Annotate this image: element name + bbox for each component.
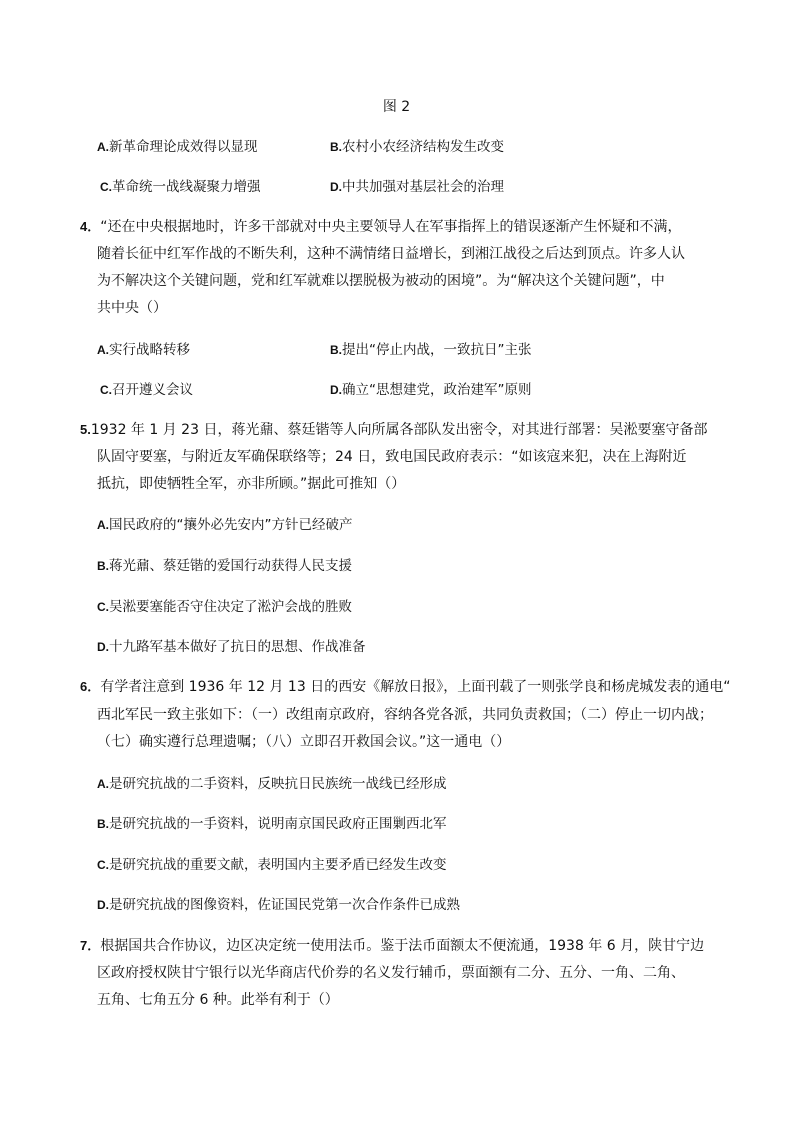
option-text: 吴淞要塞能否守住决定了淞沪会战的胜败 xyxy=(109,599,352,615)
question-text: 根据国共合作协议，边区决定统一使用法币。鉴于法币面额太不便流通，1938 年 6 月，陕甘宁边 xyxy=(100,938,705,954)
q5-option-b xyxy=(97,556,352,576)
q3-option-a xyxy=(97,137,258,157)
q6-line-1 xyxy=(80,677,730,697)
option-text: 是研究抗战的重要文献，表明国内主要矛盾已经发生改变 xyxy=(109,857,447,873)
option-letter: A. xyxy=(97,777,109,791)
q6-option-c xyxy=(97,855,447,875)
q4-line-2: 随着长征中红军作战的不断失利，这种不满情绪日益增长，到湘江战役之后达到顶点。许多人认 xyxy=(97,246,685,262)
option-text: 提出“停止内战，一致抗日”主张 xyxy=(342,342,532,358)
option-letter: B. xyxy=(330,140,342,154)
q7-line-1 xyxy=(80,936,704,956)
option-text: 是研究抗战的一手资料，说明南京国民政府正围剿西北军 xyxy=(109,816,447,832)
option-letter: D. xyxy=(330,180,342,194)
q6-option-a xyxy=(97,774,447,794)
q4-line-3: 为不解决这个关键问题，党和红军就难以摆脱极为被动的困境”。为“解决这个关键问题”，中 xyxy=(97,273,665,289)
question-number: 4． xyxy=(80,219,101,234)
option-text: 实行战略转移 xyxy=(109,342,190,358)
option-text: 革命统一战线凝聚力增强 xyxy=(112,179,261,195)
option-letter: C. xyxy=(97,858,109,872)
option-letter: A. xyxy=(97,343,109,357)
question-number: 6． xyxy=(80,679,101,694)
option-text: 新革命理论成效得以显现 xyxy=(109,139,258,155)
option-letter: C. xyxy=(97,600,109,614)
q5-line-1 xyxy=(80,420,707,440)
option-text: 农村小农经济结构发生改变 xyxy=(342,139,504,155)
q7-line-3: 五角、七角五分 6 种。此举有利于（） xyxy=(97,992,339,1008)
option-letter: D. xyxy=(330,383,342,397)
option-letter: C. xyxy=(100,383,112,397)
q6-line-2: 西北军民一致主张如下：（一）改组南京政府，容纳各党各派，共同负责救国；（二）停止一切内战； xyxy=(97,707,713,723)
q4-option-c xyxy=(100,380,193,400)
q4-line-4: 共中央（） xyxy=(97,300,167,316)
q6-line-3: （七）确实遵行总理遗嘱；（八）立即召开救国会议。”这一通电（） xyxy=(97,734,511,750)
q4-option-b xyxy=(330,340,532,360)
option-letter: A. xyxy=(97,140,109,154)
q4-option-d xyxy=(330,380,532,400)
q6-option-b xyxy=(97,814,447,834)
q5-option-c xyxy=(97,597,352,617)
q5-option-d xyxy=(97,637,366,657)
figure-caption: 图 2 xyxy=(382,99,411,115)
option-text: 中共加强对基层社会的治理 xyxy=(342,179,504,195)
q4-line-1 xyxy=(80,217,682,237)
question-number: 7． xyxy=(80,938,101,953)
question-number: 5. xyxy=(80,422,91,437)
q6-option-d xyxy=(97,895,460,915)
option-text: 是研究抗战的二手资料，反映抗日民族统一战线已经形成 xyxy=(109,776,447,792)
option-text: 国民政府的“攘外必先安内”方针已经破产 xyxy=(109,517,353,533)
option-text: 召开遵义会议 xyxy=(112,382,193,398)
q5-line-3: 抵抗，即使牺牲全军，亦非所顾。”据此可推知（） xyxy=(97,476,406,492)
option-letter: A. xyxy=(97,518,109,532)
option-text: 是研究抗战的图像资料，佐证国民党第一次合作条件已成熟 xyxy=(109,897,460,913)
question-text: “还在中央根据地时，许多干部就对中央主要领导人在军事指挥上的错误逐渐产生怀疑和不满， xyxy=(100,219,682,235)
question-text: 1932 年 1 月 23 日，蒋光鼐、蔡廷锴等人向所属各部队发出密令，对其进行部署：吴淞要塞守备部 xyxy=(90,422,708,438)
q3-option-b xyxy=(330,137,504,157)
option-letter: B. xyxy=(97,817,109,831)
q4-option-a xyxy=(97,340,190,360)
option-letter: D. xyxy=(97,640,109,654)
q5-line-2: 队固守要塞，与附近友军确保联络等；24 日，致电国民政府表示：“如该寇来犯，决在上海附近 xyxy=(97,449,687,465)
option-letter: D. xyxy=(97,898,109,912)
q3-option-d xyxy=(330,177,504,197)
option-text: 蒋光鼐、蔡廷锴的爱国行动获得人民支援 xyxy=(109,558,352,574)
question-text: 有学者注意到 1936 年 12 月 13 日的西安《解放日报》，上面刊载了一则张学良和杨虎城发表的通电“ xyxy=(100,679,731,695)
q7-line-2: 区政府授权陕甘宁银行以光华商店代价券的名义发行辅币，票面额有二分、五分、一角、二角、 xyxy=(97,965,685,981)
q5-option-a xyxy=(97,515,353,535)
option-letter: B. xyxy=(330,343,342,357)
option-letter: C. xyxy=(100,180,112,194)
option-text: 确立“思想建党，政治建军”原则 xyxy=(342,382,532,398)
q3-option-c xyxy=(100,177,261,197)
option-letter: B. xyxy=(97,559,109,573)
option-text: 十九路军基本做好了抗日的思想、作战准备 xyxy=(109,639,366,655)
